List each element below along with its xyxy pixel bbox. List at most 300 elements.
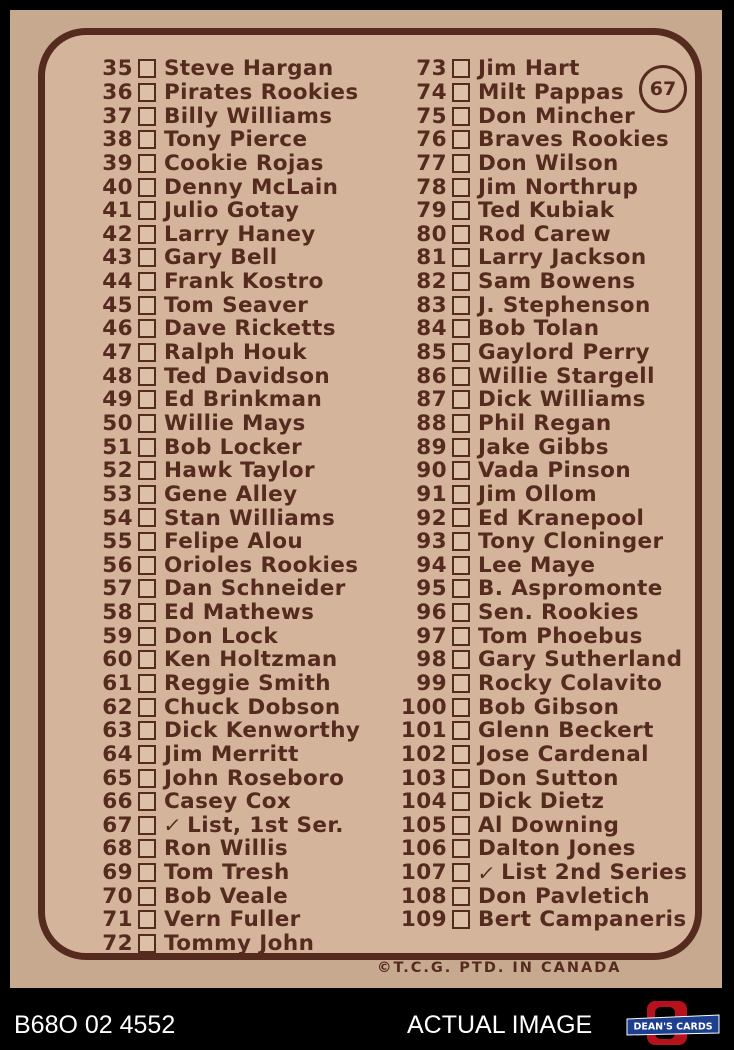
- card-number: 67: [102, 812, 133, 838]
- player-name: B. Aspromonte: [478, 576, 663, 602]
- card-number: 57: [102, 576, 133, 602]
- card-number: 43: [102, 245, 133, 271]
- checklist-row: [91, 104, 360, 128]
- player-name: Steve Hargan: [164, 56, 334, 82]
- player-name: Vern Fuller: [164, 907, 301, 933]
- player-name: Rod Carew: [478, 221, 612, 247]
- checkbox[interactable]: [452, 508, 470, 527]
- player-name: Jim Northrup: [478, 174, 639, 200]
- card-number: 95: [416, 576, 447, 602]
- player-name: Gene Alley: [164, 481, 298, 507]
- checklist-row: [91, 932, 360, 956]
- card-number: 62: [102, 694, 133, 720]
- checkbox[interactable]: [452, 201, 470, 220]
- checkbox[interactable]: [138, 248, 156, 267]
- checklist-row: [91, 459, 360, 483]
- player-name: Jim Merritt: [164, 741, 299, 767]
- player-name: Cookie Rojas: [164, 150, 324, 176]
- player-name: Don Lock: [164, 623, 279, 649]
- player-name: Ken Holtzman: [164, 647, 338, 673]
- checkbox[interactable]: [138, 532, 156, 551]
- player-name: Gary Bell: [164, 245, 278, 271]
- player-name: Stan Williams: [164, 505, 336, 531]
- player-name: Felipe Alou: [164, 529, 304, 555]
- checklist-row: [395, 483, 687, 507]
- player-name: Vada Pinson: [478, 458, 632, 484]
- card-number: 106: [400, 836, 447, 862]
- checklist-row: [91, 435, 360, 459]
- player-name: Sen. Rookies: [478, 600, 639, 626]
- card-number: 41: [102, 198, 133, 224]
- right-checklist-column: [395, 57, 687, 932]
- card-number: 86: [416, 363, 447, 389]
- checklist-row: [395, 648, 687, 672]
- checkbox[interactable]: [138, 792, 156, 811]
- card-number: 45: [102, 292, 133, 318]
- checklist-card: [10, 10, 722, 988]
- player-name: Tony Cloninger: [478, 529, 664, 555]
- checklist-row: [91, 814, 360, 838]
- player-name: Dave Ricketts: [164, 316, 336, 342]
- card-number: 96: [416, 600, 447, 626]
- player-name: Al Downing: [478, 812, 620, 838]
- checklist-panel: [38, 28, 702, 976]
- checkbox[interactable]: [138, 934, 156, 953]
- player-name: Gary Sutherland: [478, 647, 683, 673]
- player-name: Willie Stargell: [478, 363, 655, 389]
- card-number: 54: [102, 505, 133, 531]
- player-name: Denny McLain: [164, 174, 339, 200]
- checklist-row: [91, 317, 360, 341]
- player-name: Willie Mays: [164, 410, 306, 436]
- checkbox[interactable]: [138, 438, 156, 457]
- checklist-row: [395, 435, 687, 459]
- checklist-row: [395, 364, 687, 388]
- checklist-row: [395, 152, 687, 176]
- checkmark-icon: ✓: [475, 860, 498, 885]
- card-number: 79: [416, 198, 447, 224]
- checkbox[interactable]: [452, 816, 470, 835]
- player-name: Dick Dietz: [478, 789, 605, 815]
- checkbox[interactable]: [452, 839, 470, 858]
- card-number: 84: [416, 316, 447, 342]
- checkbox[interactable]: [452, 390, 470, 409]
- checklist-row: [395, 861, 687, 885]
- card-number: 59: [102, 623, 133, 649]
- player-name: Ralph Houk: [164, 340, 307, 366]
- player-name: Rocky Colavito: [478, 670, 663, 696]
- player-name: Jose Cardenal: [478, 741, 649, 767]
- checklist-row: [91, 861, 360, 885]
- player-name: Orioles Rookies: [164, 552, 359, 578]
- checkbox[interactable]: [452, 863, 470, 882]
- player-name: Ed Brinkman: [164, 387, 323, 413]
- checklist-row: [395, 814, 687, 838]
- checkbox[interactable]: [138, 296, 156, 315]
- card-number: 98: [416, 647, 447, 673]
- player-name: Don Sutton: [478, 765, 619, 791]
- player-name: Dick Kenworthy: [164, 718, 361, 744]
- checkbox[interactable]: [452, 556, 470, 575]
- card-number: 100: [400, 694, 447, 720]
- card-number: 55: [102, 529, 133, 555]
- checkbox[interactable]: [138, 272, 156, 291]
- checkbox[interactable]: [452, 272, 470, 291]
- player-name: Tony Pierce: [164, 127, 308, 153]
- card-number: 91: [416, 481, 447, 507]
- inventory-id: B68O 02 4552: [14, 1011, 176, 1039]
- checkbox[interactable]: [452, 579, 470, 598]
- checklist-row: [91, 222, 360, 246]
- checklist-row: [395, 270, 687, 294]
- player-name: Reggie Smith: [164, 670, 331, 696]
- checklist-row: [395, 412, 687, 436]
- checklist-row: [91, 719, 360, 743]
- checkbox[interactable]: [138, 225, 156, 244]
- player-name: List 2nd Series: [501, 860, 688, 886]
- player-name: Dan Schneider: [164, 576, 346, 602]
- player-name: Bob Gibson: [478, 694, 620, 720]
- card-number: 44: [102, 269, 133, 295]
- checklist-row: [395, 199, 687, 223]
- checklist-row: [395, 624, 687, 648]
- player-name: Bob Tolan: [478, 316, 600, 342]
- card-number: 107: [400, 860, 447, 886]
- checkbox[interactable]: [138, 343, 156, 362]
- left-checklist-column: [91, 57, 360, 955]
- checklist-row: [395, 104, 687, 128]
- checkbox[interactable]: [452, 721, 470, 740]
- checkbox[interactable]: [138, 910, 156, 929]
- card-number: 88: [416, 410, 447, 436]
- checklist-row: [91, 506, 360, 530]
- player-name: Bob Veale: [164, 883, 289, 909]
- checklist-row: [395, 128, 687, 152]
- player-name: Ted Davidson: [164, 363, 331, 389]
- checkbox[interactable]: [452, 438, 470, 457]
- card-number: 61: [102, 670, 133, 696]
- checkbox[interactable]: [452, 698, 470, 717]
- checklist-row: [91, 483, 360, 507]
- card-number: 92: [416, 505, 447, 531]
- checkbox[interactable]: [138, 603, 156, 622]
- card-number: 49: [102, 387, 133, 413]
- checklist-row: [395, 766, 687, 790]
- card-number: 90: [416, 458, 447, 484]
- checklist-row: [91, 388, 360, 412]
- checklist-row: [91, 884, 360, 908]
- checklist-row: [91, 577, 360, 601]
- checkbox[interactable]: [452, 674, 470, 693]
- checkbox[interactable]: [138, 83, 156, 102]
- player-name: Don Mincher: [478, 103, 636, 129]
- checkbox[interactable]: [138, 154, 156, 173]
- player-name: John Roseboro: [164, 765, 345, 791]
- card-number: 70: [102, 883, 133, 909]
- checkbox[interactable]: [452, 769, 470, 788]
- checkbox[interactable]: [452, 910, 470, 929]
- checklist-row: [91, 175, 360, 199]
- card-number: 93: [416, 529, 447, 555]
- card-number: 101: [400, 718, 447, 744]
- card-number: 36: [102, 79, 133, 105]
- checkbox[interactable]: [138, 650, 156, 669]
- checklist-row: [91, 672, 360, 696]
- checkbox[interactable]: [138, 485, 156, 504]
- player-name: Gaylord Perry: [478, 340, 650, 366]
- card-number: 102: [400, 741, 447, 767]
- deans-cards-logo: [625, 1001, 721, 1045]
- card-number: 94: [416, 552, 447, 578]
- player-name: Glenn Beckert: [478, 718, 654, 744]
- player-name: Bert Campaneris: [478, 907, 687, 933]
- checkbox[interactable]: [138, 461, 156, 480]
- checklist-row: [395, 790, 687, 814]
- checklist-row: [91, 743, 360, 767]
- checkbox[interactable]: [138, 627, 156, 646]
- player-name: Chuck Dobson: [164, 694, 341, 720]
- player-name: Don Wilson: [478, 150, 619, 176]
- checkbox[interactable]: [452, 887, 470, 906]
- card-number: 74: [416, 79, 447, 105]
- checklist-row: [91, 293, 360, 317]
- player-name: Frank Kostro: [164, 269, 324, 295]
- card-number: 71: [102, 907, 133, 933]
- checklist-row: [395, 837, 687, 861]
- copyright-text: ©T.C.G. PTD. IN CANADA: [377, 960, 622, 976]
- checkbox[interactable]: [138, 178, 156, 197]
- card-number: 47: [102, 340, 133, 366]
- card-number: 63: [102, 718, 133, 744]
- checkbox[interactable]: [138, 839, 156, 858]
- card-number: 37: [102, 103, 133, 129]
- checklist-row: [91, 341, 360, 365]
- checklist-row: [91, 648, 360, 672]
- checkbox[interactable]: [452, 461, 470, 480]
- checklist-row: [91, 837, 360, 861]
- checkbox[interactable]: [138, 745, 156, 764]
- checkbox[interactable]: [138, 130, 156, 149]
- checkbox[interactable]: [452, 59, 470, 78]
- player-name: Larry Jackson: [478, 245, 647, 271]
- card-number: 103: [400, 765, 447, 791]
- card-number: 56: [102, 552, 133, 578]
- checkbox[interactable]: [138, 414, 156, 433]
- checklist-row: [91, 766, 360, 790]
- player-name: Bob Locker: [164, 434, 303, 460]
- checkbox[interactable]: [452, 343, 470, 362]
- checklist-row: [395, 695, 687, 719]
- checklist-row: [395, 884, 687, 908]
- checkbox[interactable]: [138, 367, 156, 386]
- card-number: 69: [102, 860, 133, 886]
- player-name: Lee Maye: [478, 552, 596, 578]
- checkbox[interactable]: [452, 650, 470, 669]
- player-name: Ted Kubiak: [478, 198, 615, 224]
- player-name: Ron Willis: [164, 836, 289, 862]
- card-number: 52: [102, 458, 133, 484]
- player-name: Sam Bowens: [478, 269, 636, 295]
- player-name: Milt Pappas: [478, 79, 625, 105]
- player-name: J. Stephenson: [478, 292, 651, 318]
- card-number: 50: [102, 410, 133, 436]
- checklist-row: [91, 199, 360, 223]
- card-number: 73: [416, 56, 447, 82]
- checklist-row: [395, 577, 687, 601]
- checkbox[interactable]: [138, 59, 156, 78]
- checklist-row: [91, 553, 360, 577]
- checklist-row: [91, 695, 360, 719]
- checkbox[interactable]: [452, 603, 470, 622]
- checkbox[interactable]: [138, 674, 156, 693]
- player-name: Dalton Jones: [478, 836, 636, 862]
- checkbox[interactable]: [452, 532, 470, 551]
- checkbox[interactable]: [452, 225, 470, 244]
- checklist-row: [395, 908, 687, 932]
- player-name: Braves Rookies: [478, 127, 670, 153]
- card-number: 42: [102, 221, 133, 247]
- card-number: 35: [102, 56, 133, 82]
- card-number: 109: [400, 907, 447, 933]
- checkbox[interactable]: [452, 154, 470, 173]
- card-number: 48: [102, 363, 133, 389]
- player-name: Don Pavletich: [478, 883, 650, 909]
- checklist-row: [395, 341, 687, 365]
- checklist-row: [395, 175, 687, 199]
- card-number: 82: [416, 269, 447, 295]
- checklist-row: [91, 152, 360, 176]
- checkbox[interactable]: [138, 721, 156, 740]
- checklist-row: [395, 388, 687, 412]
- checkbox[interactable]: [452, 107, 470, 126]
- player-name: Pirates Rookies: [164, 79, 359, 105]
- card-number: 81: [416, 245, 447, 271]
- player-name: Tom Phoebus: [478, 623, 643, 649]
- checkbox[interactable]: [452, 414, 470, 433]
- card-number: 72: [102, 931, 133, 957]
- checklist-row: [395, 293, 687, 317]
- card-number: 85: [416, 340, 447, 366]
- checklist-row: [395, 553, 687, 577]
- card-number: 53: [102, 481, 133, 507]
- checkbox[interactable]: [452, 792, 470, 811]
- player-name: Tom Tresh: [164, 860, 290, 886]
- checklist-row: [91, 601, 360, 625]
- card-number: 75: [416, 103, 447, 129]
- checkbox[interactable]: [452, 248, 470, 267]
- checklist-row: [395, 222, 687, 246]
- checklist-row: [91, 364, 360, 388]
- logo-text: DEAN'S CARDS: [633, 1021, 713, 1033]
- card-number: 65: [102, 765, 133, 791]
- footer-bar: [0, 995, 734, 1050]
- checkbox[interactable]: [138, 769, 156, 788]
- card-number: 39: [102, 150, 133, 176]
- card-number: 38: [102, 127, 133, 153]
- checkbox[interactable]: [138, 319, 156, 338]
- card-number: 68: [102, 836, 133, 862]
- player-name: Jim Ollom: [478, 481, 598, 507]
- checklist-row: [395, 506, 687, 530]
- player-name: Jim Hart: [478, 56, 580, 82]
- checkbox[interactable]: [138, 579, 156, 598]
- checkbox[interactable]: [452, 178, 470, 197]
- checkbox[interactable]: [138, 390, 156, 409]
- card-number: 83: [416, 292, 447, 318]
- card-number: 104: [400, 789, 447, 815]
- checkbox[interactable]: [452, 296, 470, 315]
- card-number: 51: [102, 434, 133, 460]
- player-name: Jake Gibbs: [478, 434, 609, 460]
- checkbox[interactable]: [138, 698, 156, 717]
- card-number: 87: [416, 387, 447, 413]
- checklist-row: [395, 530, 687, 554]
- player-name: Billy Williams: [164, 103, 333, 129]
- player-name: Larry Haney: [164, 221, 316, 247]
- player-name: Julio Gotay: [164, 198, 300, 224]
- checklist-row: [91, 246, 360, 270]
- checklist-row: [395, 459, 687, 483]
- card-number: 66: [102, 789, 133, 815]
- checklist-row: [91, 57, 360, 81]
- player-name: Hawk Taylor: [164, 458, 316, 484]
- card-number: 60: [102, 647, 133, 673]
- checkbox[interactable]: [452, 627, 470, 646]
- card-number: 78: [416, 174, 447, 200]
- player-name: List, 1st Ser.: [187, 812, 344, 838]
- checkmark-icon: ✓: [161, 813, 184, 838]
- player-name: Phil Regan: [478, 410, 612, 436]
- checklist-row: [91, 81, 360, 105]
- checklist-row: [395, 246, 687, 270]
- card-number: 77: [416, 150, 447, 176]
- checkbox[interactable]: [138, 107, 156, 126]
- checkbox[interactable]: [138, 508, 156, 527]
- checkbox[interactable]: [452, 485, 470, 504]
- checklist-row: [395, 601, 687, 625]
- checkbox[interactable]: [138, 556, 156, 575]
- checklist-row: [395, 317, 687, 341]
- checklist-row: [91, 908, 360, 932]
- card-number: 105: [400, 812, 447, 838]
- player-name: Dick Williams: [478, 387, 646, 413]
- checklist-row: [395, 672, 687, 696]
- actual-image-label: ACTUAL IMAGE: [407, 1011, 593, 1039]
- player-name: Casey Cox: [164, 789, 292, 815]
- checklist-row: [91, 530, 360, 554]
- card-number: 46: [102, 316, 133, 342]
- checkbox[interactable]: [452, 319, 470, 338]
- checkbox[interactable]: [452, 745, 470, 764]
- card-number: 99: [416, 670, 447, 696]
- checkbox[interactable]: [452, 367, 470, 386]
- checklist-row: [91, 624, 360, 648]
- card-number-badge: 67: [639, 65, 687, 113]
- checkbox[interactable]: [138, 816, 156, 835]
- checklist-row: [91, 270, 360, 294]
- card-number: 97: [416, 623, 447, 649]
- checkbox[interactable]: [452, 83, 470, 102]
- checkbox[interactable]: [138, 863, 156, 882]
- card-number: 80: [416, 221, 447, 247]
- checkbox[interactable]: [138, 201, 156, 220]
- checkbox[interactable]: [452, 130, 470, 149]
- card-number: 40: [102, 174, 133, 200]
- checkbox[interactable]: [138, 887, 156, 906]
- checklist-row: [91, 128, 360, 152]
- player-name: Tom Seaver: [164, 292, 309, 318]
- checklist-row: [91, 790, 360, 814]
